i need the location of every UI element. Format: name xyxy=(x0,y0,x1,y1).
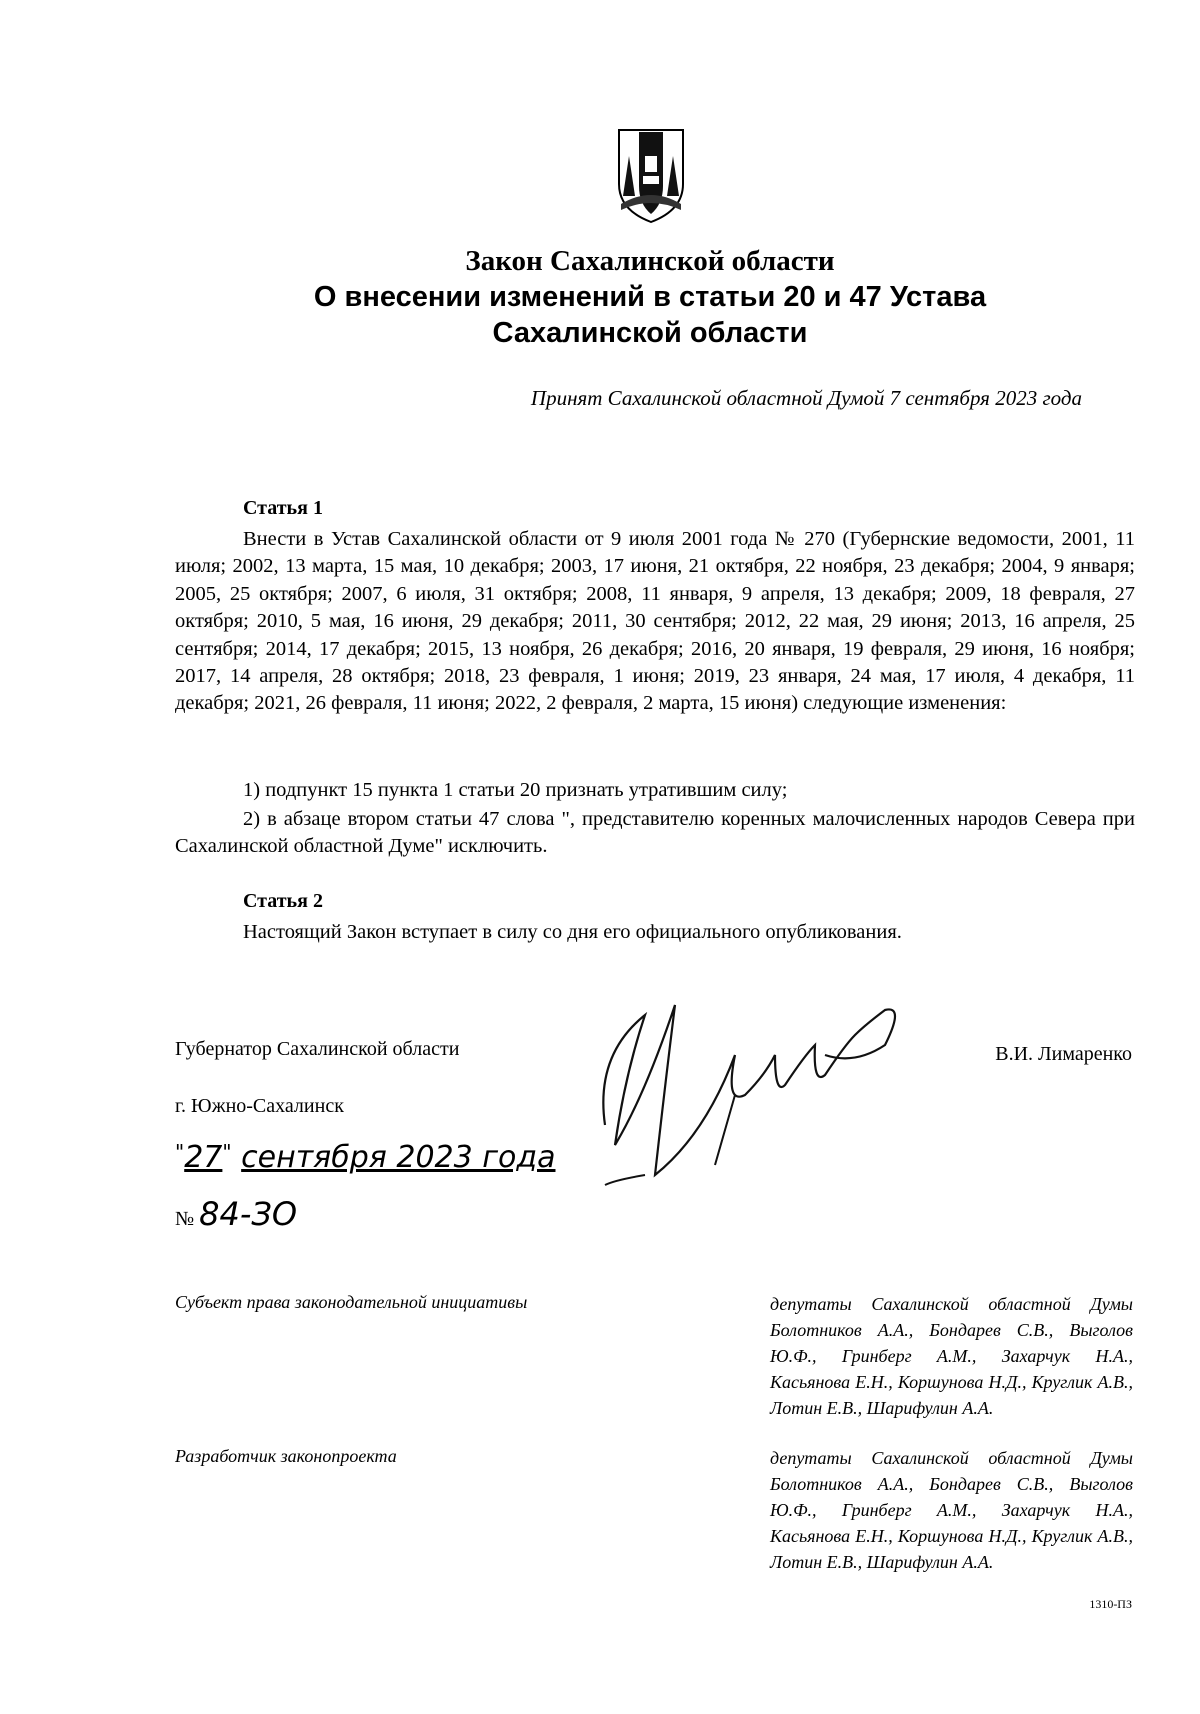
law-number xyxy=(175,1195,297,1233)
city: г. Южно-Сахалинск xyxy=(175,1095,344,1117)
article-1-paragraph: Внести в Устав Сахалинской области от 9 июля 2001 года № 270 (Губернские ведомости, 2001, 11 июля; 2002, 13 марта, 15 мая, 10 декабря; 2003, 17 июня, 21 октября, 22 ноября, 23 декабря; 2004, 9 января; 2005, 25 октября; 2007, 6 июля, 31 октября; 2008, 11 января, 9 апреля, 13 декабря; 2009, 18 февраля, 27 октября; 2010, 5 мая, 16 июня, 29 декабря; 2011, 30 сентября; 2012, 22 мая, 29 июня; 2013, 16 апреля, 25 сентября; 2014, 17 декабря; 2015, 13 ноября, 26 декабря; 2016, 20 января, 19 февраля, 29 июня, 16 ноября; 2017, 14 апреля, 28 октября; 2018, 23 февраля, 1 июня; 2019, 23 января, 24 мая, 17 июля, 4 декабря, 11 декабря; 2021, 26 февраля, 11 июня; 2022, 2 февраля, 2 марта, 15 июня) следующие изменения: xyxy=(175,528,1135,715)
adoption-note: Принят Сахалинской областной Думой 7 сентября 2023 года xyxy=(530,386,1082,410)
developer-label: Разработчик законопроекта xyxy=(175,1446,397,1466)
developer-value: депутаты Сахалинской областной Думы Болотников А.А., Бондарев С.В., Выголов Ю.Ф., Гринберг А.М., Захарчук Н.А., Касьянова Е.Н., Коршунова Н.Д., Круглик А.В., Лотин Е.В., Шарифулин А.А. xyxy=(770,1448,1133,1572)
article-2-heading: Статья 2 xyxy=(243,890,323,912)
initiative-label: Субъект права законодательной инициативы xyxy=(175,1292,528,1312)
date-close-quote: " xyxy=(222,1140,232,1164)
governor-name: В.И. Лимаренко xyxy=(995,1043,1132,1065)
law-subtitle-line1: О внесении изменений в статьи 20 и 47 Устава xyxy=(313,281,987,313)
article-1-heading: Статья 1 xyxy=(243,497,323,519)
signing-date xyxy=(175,1140,555,1175)
date-day: 27 xyxy=(184,1140,223,1175)
date-month-year: сентября 2023 года xyxy=(241,1140,556,1175)
article-2-paragraph: Настоящий Закон вступает в силу со дня его официального опубликования. xyxy=(243,921,902,943)
law-subtitle-line2: Сахалинской области xyxy=(492,317,808,349)
law-title: Закон Сахалинской области xyxy=(465,245,835,277)
article-1-item-2: 2) в абзаце втором статьи 47 слова ", представителю коренных малочисленных народов Севера при Сахалинской областной Думе" исключить. xyxy=(175,808,1135,858)
governor-position: Губернатор Сахалинской области xyxy=(175,1038,460,1060)
law-number-label: № xyxy=(175,1208,195,1230)
title-block xyxy=(250,243,1050,351)
article-1-item-1: 1) подпункт 15 пункта 1 статьи 20 признать утратившим силу; xyxy=(243,779,788,801)
coat-of-arms-emblem xyxy=(613,126,689,224)
date-open-quote: " xyxy=(175,1140,185,1164)
law-number-value: 84-ЗО xyxy=(199,1195,298,1233)
initiative-value: депутаты Сахалинской областной Думы Болотников А.А., Бондарев С.В., Выголов Ю.Ф., Гринберг А.М., Захарчук Н.А., Касьянова Е.Н., Коршунова Н.Д., Круглик А.В., Лотин Е.В., Шарифулин А.А. xyxy=(770,1294,1133,1418)
document-code: 1310-ПЗ xyxy=(1089,1597,1132,1611)
handwritten-signature xyxy=(585,975,915,1185)
